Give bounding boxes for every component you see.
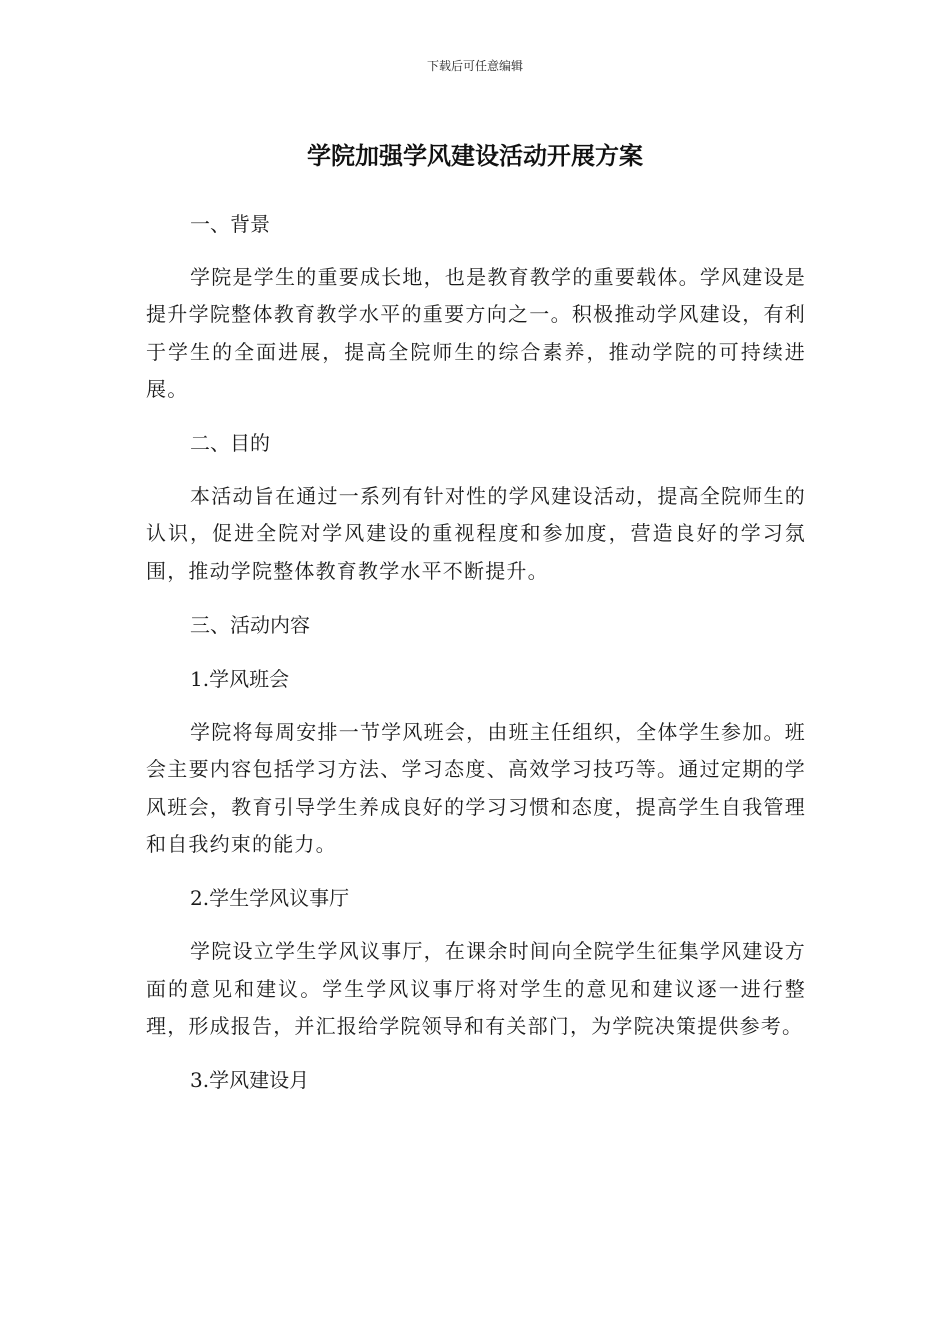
item-heading-2: 2.学生学风议事厅 xyxy=(190,886,350,911)
section-text-purpose: 本活动旨在通过一系列有针对性的学风建设活动，提高全院师生的认识，促进全院对学风建设的重视程度和参加度，营造良好的学习氛围，推动学院整体教育教学水平不断提升。 xyxy=(146,484,806,583)
section-heading-purpose: 二、目的 xyxy=(190,431,270,456)
section-heading-background: 一、背景 xyxy=(190,212,270,236)
header-note: 下载后可任意编辑 xyxy=(426,59,523,73)
item-heading-1: 1.学风班会 xyxy=(190,667,290,692)
section-heading-content: 三、活动内容 xyxy=(190,613,310,638)
section-text-background: 学院是学生的重要成长地，也是教育教学的重要载体。学风建设是提升学院整体教育教学水平的重要方向之一。积极推动学风建设，有利于学生的全面进展，提高全院师生的综合素养，推动学院的可持续进展。 xyxy=(146,265,806,401)
document-title: 学院加强学风建设活动开展方案 xyxy=(307,142,643,170)
item-text-2: 学院设立学生学风议事厅，在课余时间向全院学生征集学风建设方面的意见和建议。学生学风议事厅将对学生的意见和建议逐一进行整理，形成报告，并汇报给学院领导和有关部门，为学院决策提供参考。 xyxy=(146,939,806,1038)
item-heading-3: 3.学风建设月 xyxy=(190,1068,310,1093)
document-body xyxy=(146,205,806,1115)
item-text-1: 学院将每周安排一节学风班会，由班主任组织，全体学生参加。班会主要内容包括学习方法、学习态度、高效学习技巧等。通过定期的学风班会，教育引导学生养成良好的学习习惯和态度，提高学生自我管理和自我约束的能力。 xyxy=(146,720,806,856)
